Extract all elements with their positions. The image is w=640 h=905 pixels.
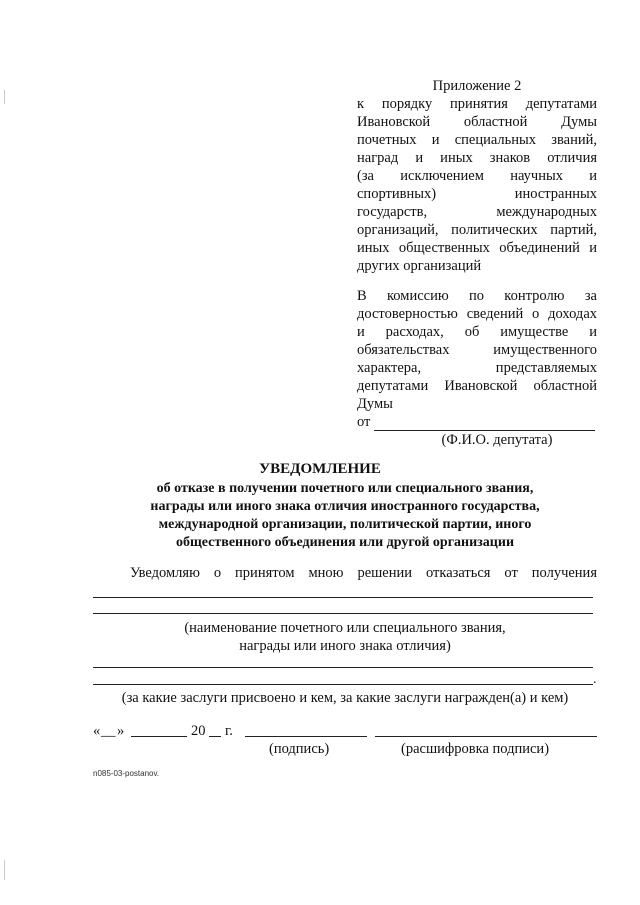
appendix-line: (за исключением научных и <box>357 168 597 184</box>
from-name-field[interactable] <box>374 416 595 431</box>
addressee-line: Думы <box>357 396 393 412</box>
signature-field[interactable] <box>245 736 367 737</box>
appendix-title: Приложение 2 <box>432 78 522 94</box>
signature-decoding-field[interactable] <box>375 736 597 737</box>
fio-caption: (Ф.И.О. депутата) <box>441 432 553 448</box>
addressee-line: характера, представляемых <box>357 360 597 376</box>
addressee-line: и расходах, об имуществе и <box>357 324 597 340</box>
appendix-block <box>357 77 597 275</box>
addressee-line: обязательствах имущественного <box>357 342 597 358</box>
addressee-line: В комиссию по контролю за <box>357 288 597 304</box>
notice-subtitle-line: общественного объединения или другой организации <box>175 535 515 550</box>
appendix-line: государств, международных <box>357 204 597 220</box>
date-day-blank[interactable]: __ <box>101 723 116 739</box>
award-caption-line: награды или иного знака отличия) <box>239 638 451 654</box>
merit-field[interactable] <box>93 684 593 685</box>
scan-edge-mark <box>4 860 5 880</box>
notice-subtitle-line: международной организации, политической партии, иного <box>158 517 532 532</box>
date-open-quote: « <box>93 723 101 739</box>
addressee-line: достоверностью сведений о доходах <box>357 306 597 322</box>
document-code: n085-03-postanov. <box>93 769 160 778</box>
appendix-line: к порядку принятия депутатами <box>357 96 597 112</box>
date-close-quote: » <box>117 723 125 739</box>
decoding-caption: (расшифровка подписи) <box>401 741 550 757</box>
notice-subtitle-line: награды или иного знака отличия иностранного государства, <box>150 499 540 514</box>
award-caption-line: (наименование почетного или специального звания, <box>184 620 506 636</box>
year-prefix: 20 <box>191 723 206 739</box>
date-month-field[interactable] <box>131 736 187 737</box>
appendix-line: наград и иных знаков отличия <box>357 150 597 166</box>
appendix-line: иных общественных объединений и <box>357 240 597 256</box>
appendix-line: Ивановской областной Думы <box>357 114 597 130</box>
trailing-dot: . <box>593 672 597 687</box>
notice-title: УВЕДОМЛЕНИЕ <box>259 461 381 477</box>
notice-subtitle-line: об отказе в получении почетного или специального звания, <box>156 481 534 496</box>
appendix-line: организаций, политических партий, <box>357 222 597 238</box>
scan-edge-mark <box>4 90 5 104</box>
intro-text: Уведомляю о принятом мною решении отказаться от получения <box>130 565 597 581</box>
signature-caption: (подпись) <box>269 741 330 757</box>
appendix-line: других организаций <box>357 258 482 274</box>
addressee-block <box>357 287 597 449</box>
award-name-field[interactable] <box>93 597 593 598</box>
appendix-line: почетных и специальных званий, <box>357 132 597 148</box>
year-field[interactable] <box>209 736 221 737</box>
appendix-line: спортивных) иностранных <box>357 186 597 202</box>
from-row <box>357 413 597 431</box>
award-name-field[interactable] <box>93 613 593 614</box>
merit-field[interactable] <box>93 667 593 668</box>
year-suffix: г. <box>225 723 233 739</box>
notice-subtitle <box>100 480 590 552</box>
merit-caption: (за какие заслуги присвоено и кем, за какие заслуги награжден(а) и кем) <box>121 690 569 706</box>
from-label: от <box>357 414 371 430</box>
addressee-line: депутатами Ивановской областной <box>357 378 597 394</box>
